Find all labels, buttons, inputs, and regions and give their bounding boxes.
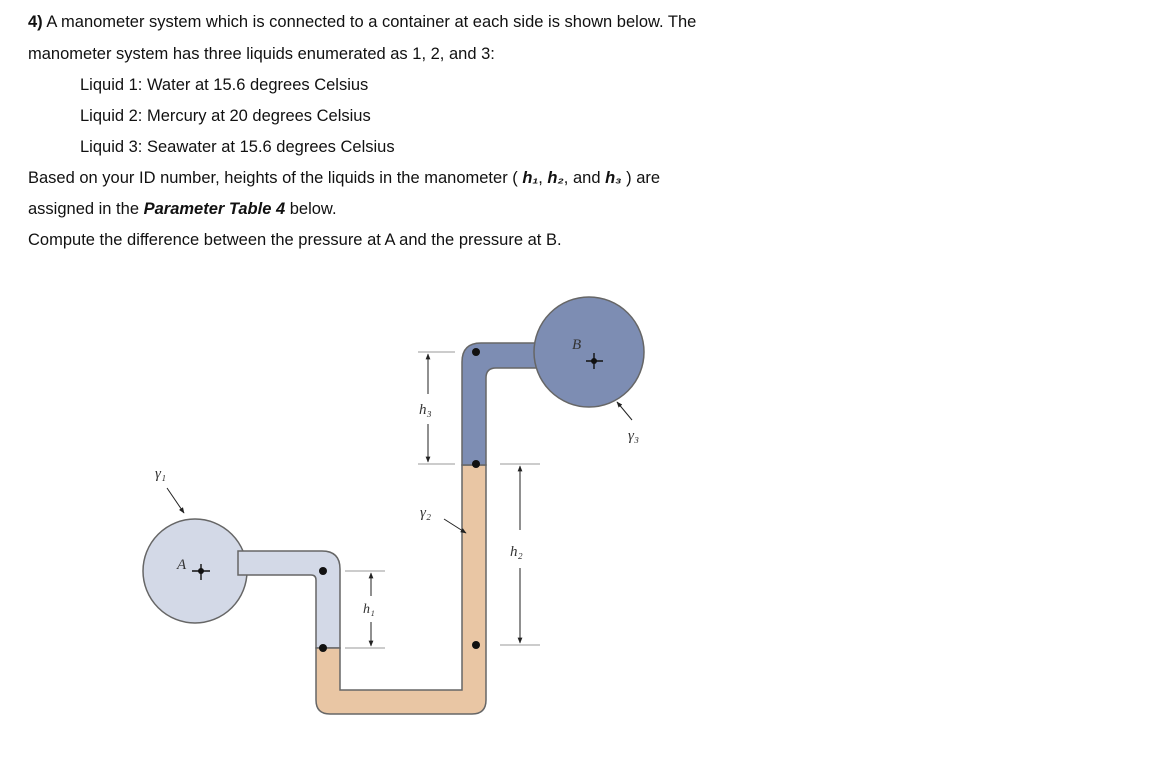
gamma1-label: γ₁ <box>155 466 167 482</box>
h3-symbol: h₃ <box>605 169 622 187</box>
h2-symbol: h₂ <box>547 169 564 187</box>
interface-dot-b-level <box>472 348 480 356</box>
table-ref-text-b: below. <box>285 200 337 218</box>
liquid-2-line: Liquid 2: Mercury at 20 degrees Celsius <box>80 107 371 125</box>
h1-label: h₁ <box>363 602 375 617</box>
gamma3-pointer <box>617 402 632 420</box>
gamma1-pointer <box>167 488 184 513</box>
label-b: B <box>572 337 582 353</box>
h3-label: h₃ <box>419 402 432 418</box>
interface-dot-2-3 <box>472 460 480 468</box>
container-b <box>534 297 644 407</box>
question-line: Compute the difference between the pressure at A and the pressure at B. <box>28 231 562 249</box>
problem-number: 4) <box>28 13 43 31</box>
h2-label: h₂ <box>510 544 523 560</box>
liquid-1-line: Liquid 1: Water at 15.6 degrees Celsius <box>80 76 369 94</box>
interface-dot-1-2 <box>319 644 327 652</box>
tube-liquid-1 <box>238 551 340 648</box>
heights-text-b: ) are <box>621 169 661 187</box>
comma-1: , <box>538 169 548 187</box>
comma-2: , and <box>563 169 606 187</box>
interface-dot-bottom <box>472 641 480 649</box>
heights-text-a: Based on your ID number, heights of the liquids in the manometer ( <box>28 169 523 187</box>
intro-line-2: manometer system has three liquids enumerated as 1, 2, and 3: <box>28 45 495 63</box>
tube-liquid-2 <box>316 465 486 714</box>
table-ref: Parameter Table 4 <box>143 200 286 218</box>
label-a: A <box>177 557 187 573</box>
gamma2-label: γ₂ <box>420 505 432 521</box>
h1-symbol: h₁ <box>522 169 539 187</box>
gamma3-label: γ₃ <box>628 428 640 444</box>
liquid-3-line: Liquid 3: Seawater at 15.6 degrees Celsius <box>80 138 395 156</box>
table-ref-text-a: assigned in the <box>28 200 144 218</box>
interface-dot-a-level <box>319 567 327 575</box>
intro-text-1: A manometer system which is connected to a container at each side is shown below. The <box>42 13 697 31</box>
